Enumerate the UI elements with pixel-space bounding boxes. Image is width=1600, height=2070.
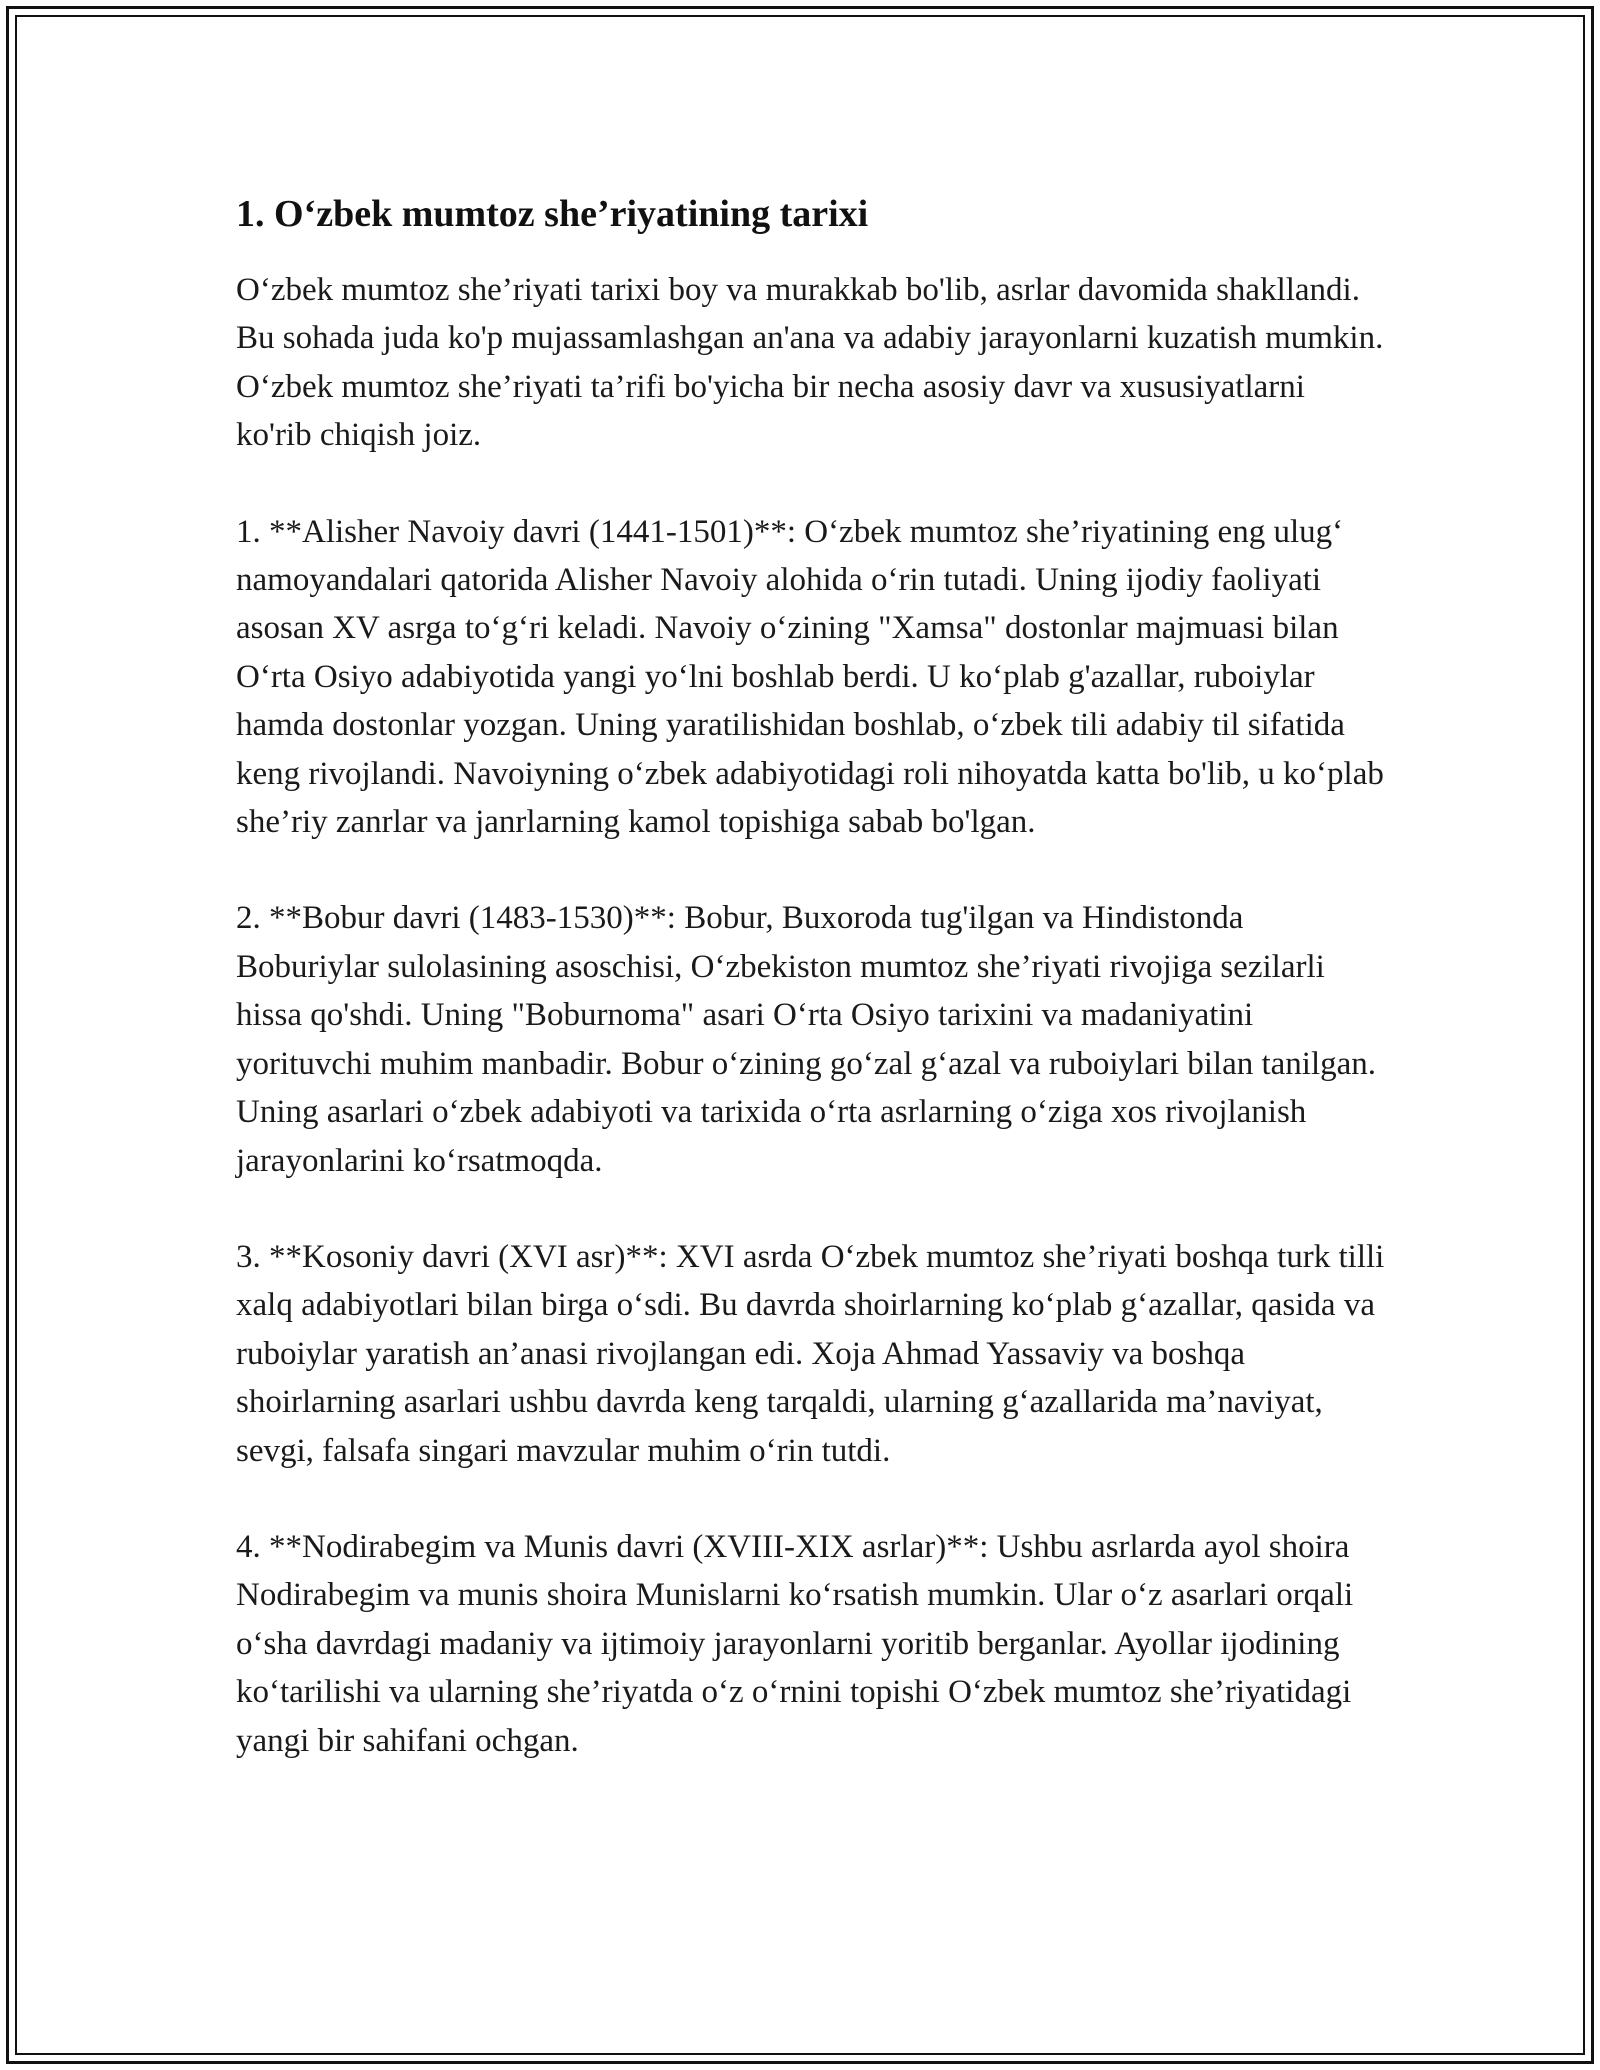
paragraph-kosoniy: 3. **Kosoniy davri (XVI asr)**: XVI asrda O‘zbek mumtoz she’riyati boshqa turk tilli xalq adabiyotlari bilan birga o‘sdi. Bu davrda shoirlarning ko‘plab g‘azallar, qasida va ruboiylar yaratish an’anasi rivojlangan edi. Xoja Ahmad Yassaviy va boshqa shoirlarning asarlari ushbu davrda keng tarqaldi, ularning g‘azallarida ma’naviyat, sevgi, falsafa singari mavzular muhim o‘rin tutdi.: [236, 1238, 1385, 1469]
paragraph-navoiy: 1. **Alisher Navoiy davri (1441-1501)**: O‘zbek mumtoz she’riyatining eng ulug‘ namoyandalari qatorida Alisher Navoiy alohida o‘rin tutadi. Uning ijodiy faoliyati asosan XV asrga to‘g‘ri keladi. Navoiy o‘zining "Xamsa" dostonlar majmuasi bilan O‘rta Osiyo adabiyotida yangi yo‘lni boshlab berdi. U ko‘plab g'azallar, ruboiylar hamda dostonlar yozgan. Uning yaratilishidan boshlab, o‘zbek tili adabiy til sifatida keng rivojlandi. Navoiyning o‘zbek adabiyotidagi roli nihoyatda katta bo'lib, u ko‘plab she’riy zanrlar va janrlarning kamol topishiga sabab bo'lgan.: [236, 513, 1384, 841]
document-body: [236, 188, 1386, 1813]
paragraph-nodirabegim-munis: 4. **Nodirabegim va Munis davri (XVIII-XIX asrlar)**: Ushbu asrlarda ayol shoira Nodirabegim va munis shoira Munislarni ko‘rsatish mumkin. Ular o‘z asarlari orqali o‘sha davrdagi madaniy va ijtimoiy jarayonlarni yoritib berganlar. Ayollar ijodining ko‘tarilishi va ularning she’riyatda o‘z o‘rnini topishi O‘zbek mumtoz she’riyatidagi yangi bir sahifani ochgan.: [236, 1528, 1354, 1759]
paragraph-bobur: 2. **Bobur davri (1483-1530)**: Bobur, Buxoroda tug'ilgan va Hindistonda Boburiylar sulolasining asoschisi, O‘zbekiston mumtoz she’riyati rivojiga sezilarli hissa qo'shdi. Uning "Boburnoma" asari O‘rta Osiyo tarixini va madaniyatini yorituvchi muhim manbadir. Bobur o‘zining go‘zal g‘azal va ruboiylari bilan tanilgan. Uning asarlari o‘zbek adabiyoti va tarixida o‘rta asrlarning o‘ziga xos rivojlanish jarayonlarini ko‘rsatmoqda.: [236, 900, 1377, 1179]
intro-paragraph: O‘zbek mumtoz she’riyati tarixi boy va murakkab bo'lib, asrlar davomida shakllandi. Bu sohada juda ko'p mujassamlashgan an'ana va adabiy jarayonlarni kuzatish mumkin. O‘zbek mumtoz she’riyati ta’rifi bo'yicha bir necha asosiy davr va xususiyatlarni ko'rib chiqish joiz.: [236, 272, 1384, 454]
section-heading: 1. O‘zbek mumtoz she’riyatining tarixi: [236, 193, 869, 235]
